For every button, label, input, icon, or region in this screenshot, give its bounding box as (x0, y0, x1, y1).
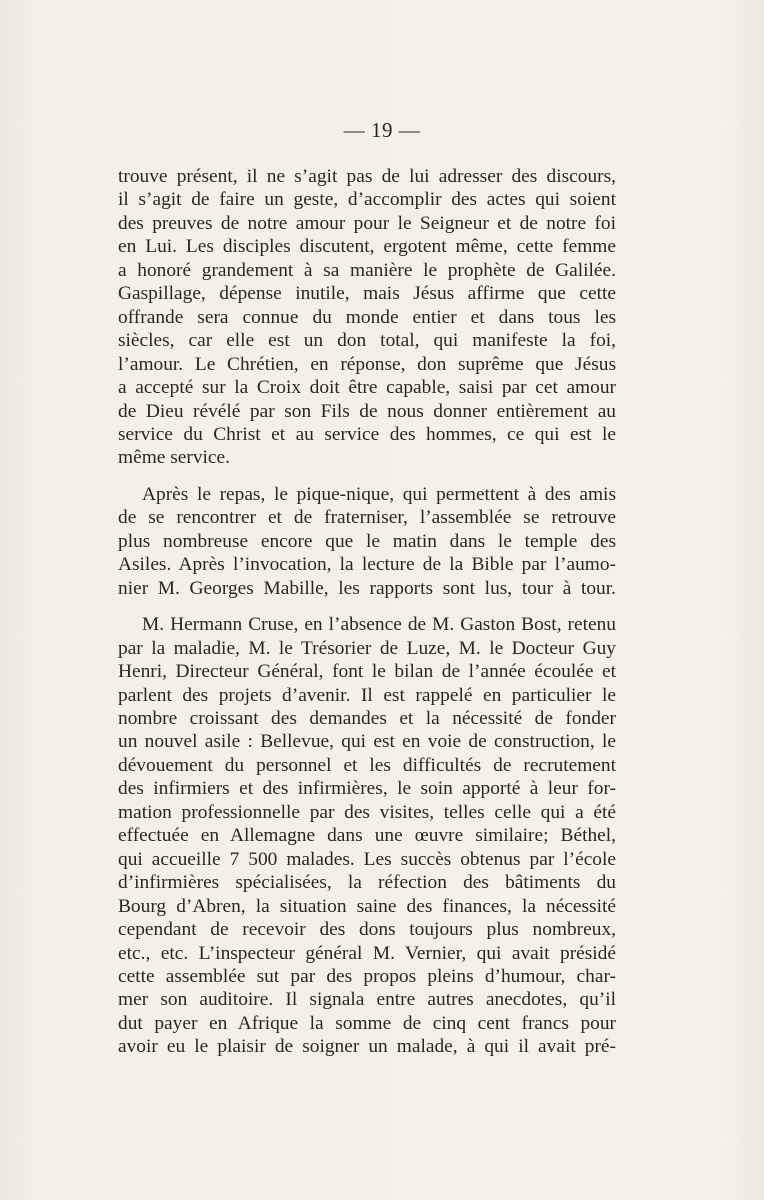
text-line: cependant de recevoir des dons toujours plus nombreux, (118, 919, 616, 941)
text-line: nier M. Georges Mabille, les rapports sont lus, tour à tour. (118, 577, 616, 599)
text-line: mer son auditoire. Il signala entre autres anecdotes, qu’il (118, 989, 616, 1011)
body-text (118, 165, 616, 1059)
text-line: Asiles. Après l’invocation, la lecture de la Bible par l’aumo- (118, 554, 616, 576)
text-line: Henri, Directeur Général, font le bilan de l’année écoulée et (118, 661, 616, 683)
text-line: dut payer en Afrique la somme de cinq cent francs pour (118, 1012, 616, 1034)
text-line: M. Hermann Cruse, en l’absence de M. Gaston Bost, retenu (142, 614, 616, 636)
text-line: Bourg d’Abren, la situation saine des finances, la nécessité (118, 895, 616, 917)
text-line: a accepté sur la Croix doit être capable, saisi par cet amour (118, 377, 616, 399)
text-line: de Dieu révélé par son Fils de nous donner entièrement au (118, 400, 616, 422)
text-line: etc., etc. L’inspecteur général M. Vernier, qui avait présidé (118, 942, 616, 964)
text-line: offrande sera connue du monde entier et dans tous les (118, 306, 616, 328)
text-line: service du Christ et au service des hommes, ce qui est le (118, 423, 616, 445)
text-line: par la maladie, M. le Trésorier de Luze, M. le Docteur Guy (118, 637, 616, 659)
text-line: effectuée en Allemagne dans une œuvre similaire; Béthel, (118, 825, 616, 847)
text-line: en Lui. Les disciples discutent, ergotent même, cette femme (118, 236, 616, 258)
text-line: de se rencontrer et de fraterniser, l’assemblée se retrouve (118, 507, 616, 529)
text-line: avoir eu le plaisir de soigner un malade, à qui il avait pré- (118, 1036, 616, 1058)
paragraph-3 (118, 613, 616, 1059)
text-line: d’infirmières spécialisées, la réfection des bâtiments du (118, 872, 616, 894)
text-line: trouve présent, il ne s’agit pas de lui adresser des discours, (118, 166, 616, 187)
page-number: — 19 — (343, 118, 421, 142)
text-line: cette assemblée sut par des propos pleins d’humour, char- (118, 965, 616, 987)
text-line: Gaspillage, dépense inutile, mais Jésus affirme que cette (118, 283, 616, 305)
text-line: un nouvel asile : Bellevue, qui est en voie de construction, le (118, 731, 616, 753)
text-line: des preuves de notre amour pour le Seigneur et de notre foi (118, 212, 616, 234)
text-line: dévouement du personnel et les difficultés de recrutement (118, 754, 616, 776)
text-line: a honoré grandement à sa manière le prophète de Galilée. (118, 259, 616, 281)
text-line: Après le repas, le pique-nique, qui permettent à des amis (142, 483, 616, 505)
paragraph-2 (118, 483, 616, 600)
text-line: nombre croissant des demandes et la nécessité de fonder (118, 707, 616, 729)
paragraph-1 (118, 165, 616, 470)
text-line: même service. (118, 447, 230, 469)
text-line: des infirmiers et des infirmières, le soin apporté à leur for- (118, 778, 616, 800)
text-line: siècles, car elle est un don total, qui manifeste la foi, (118, 330, 616, 352)
text-line: plus nombreuse encore que le matin dans le temple des (118, 530, 616, 552)
text-line: parlent des projets d’avenir. Il est rappelé en particulier le (118, 684, 616, 706)
text-line: l’amour. Le Chrétien, en réponse, don suprême que Jésus (118, 353, 616, 375)
text-line: il s’agit de faire un geste, d’accomplir des actes qui soient (118, 189, 616, 211)
text-line: qui accueille 7 500 malades. Les succès obtenus par l’école (118, 848, 616, 870)
text-line: mation professionnelle par des visites, telles celle qui a été (118, 801, 616, 823)
